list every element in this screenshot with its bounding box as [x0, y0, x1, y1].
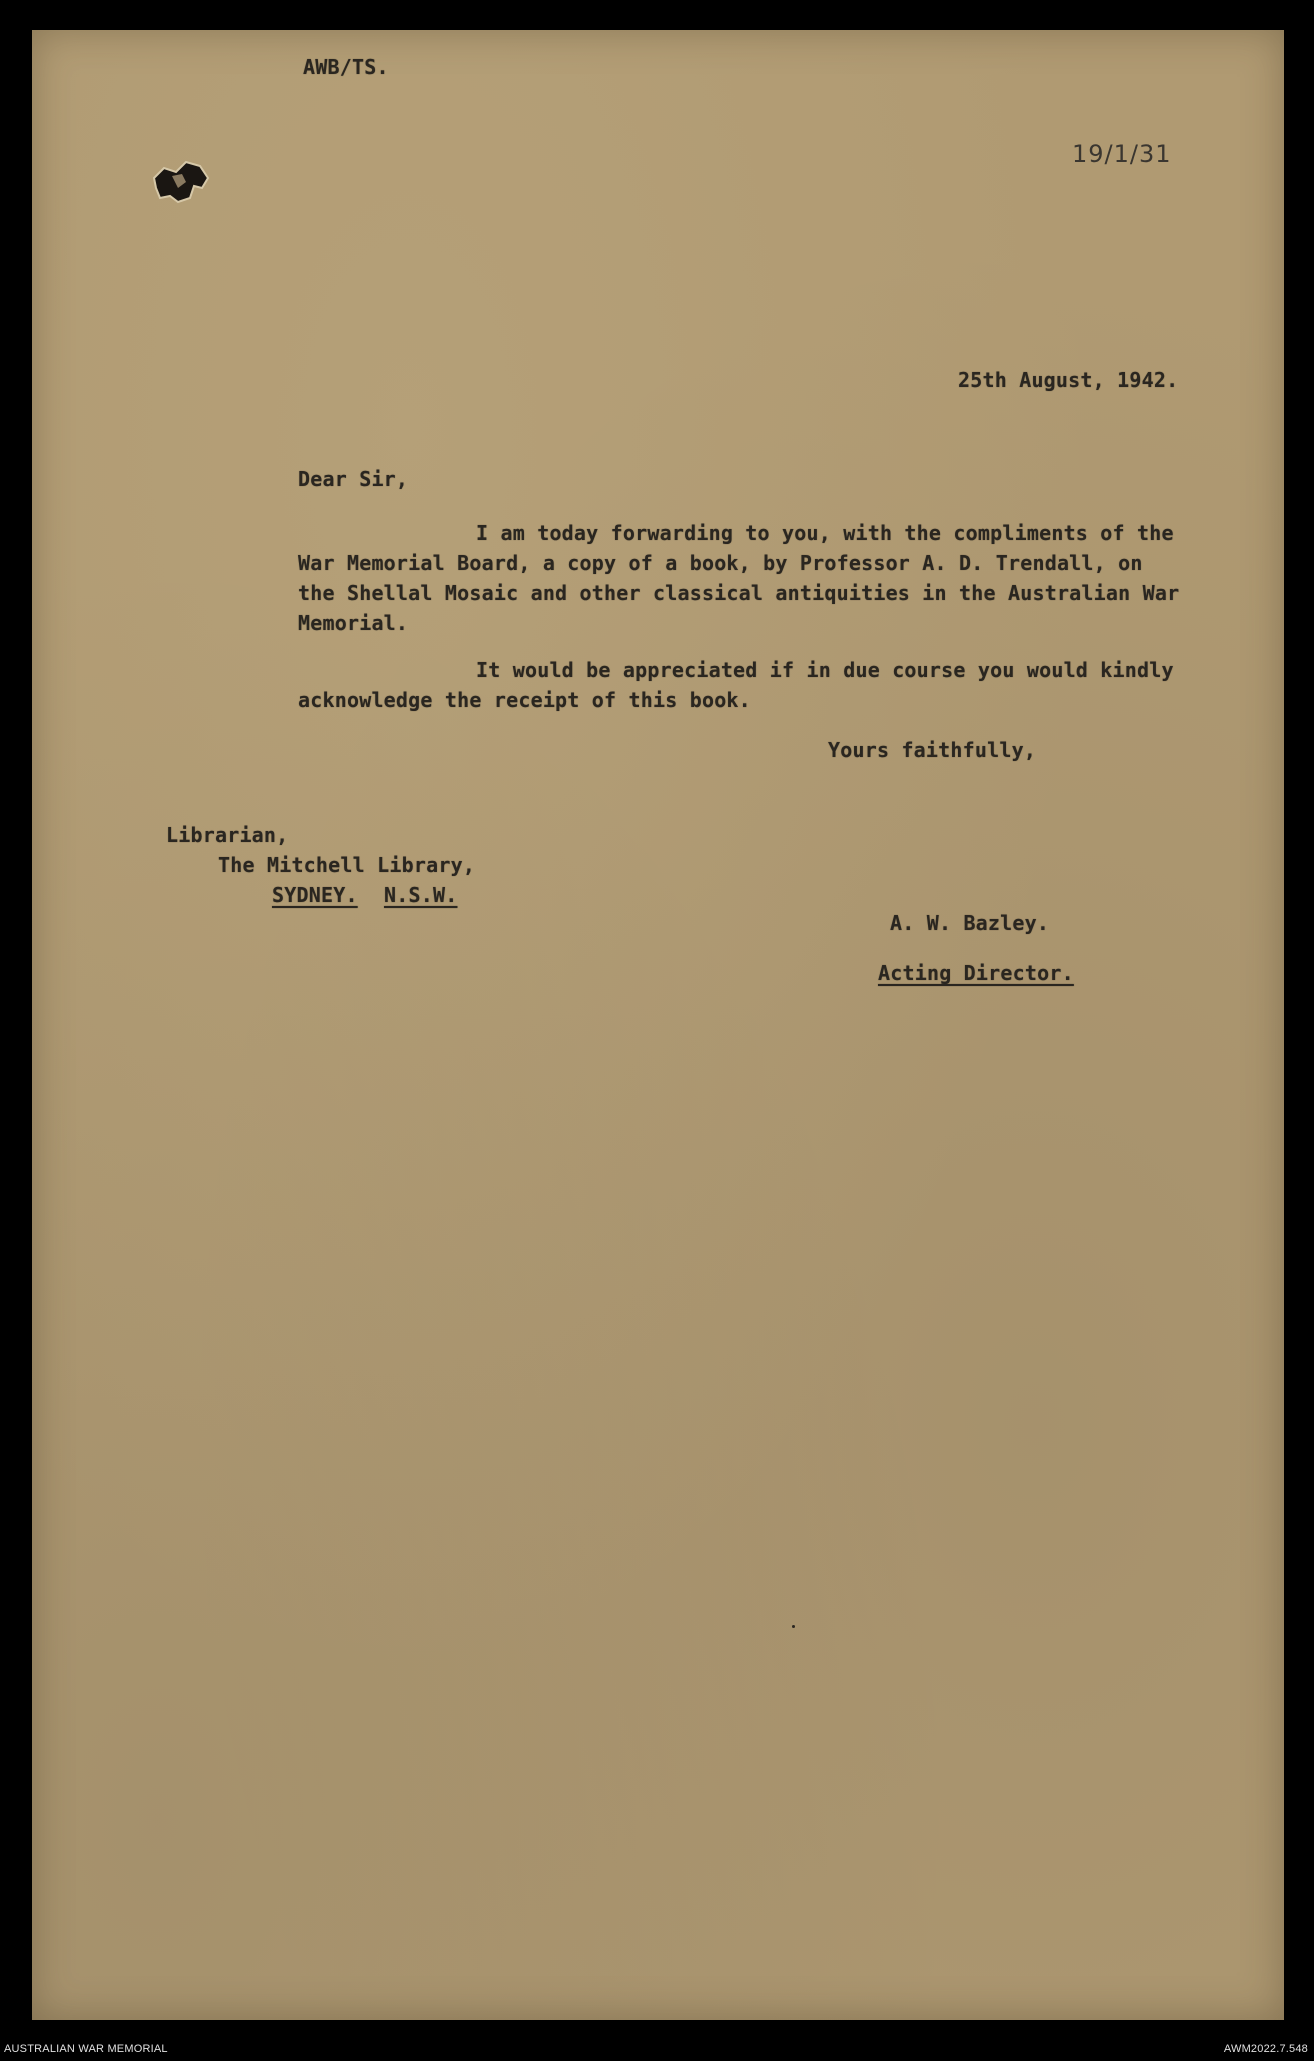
paragraph-2-line: acknowledge the receipt of this book.	[298, 688, 751, 712]
addressee-city: SYDNEY.	[272, 883, 358, 907]
addressee-state: N.S.W.	[384, 883, 458, 907]
signatory-name: A. W. Bazley.	[890, 911, 1050, 935]
paragraph-1-line: I am today forwarding to you, with the compliments of the	[476, 521, 1174, 545]
addressee-title: Librarian,	[166, 823, 289, 847]
footer-accession-number: AWM2022.7.548	[1223, 2043, 1308, 2055]
file-number: 19/1/31	[1072, 140, 1172, 168]
letter-page	[32, 30, 1284, 2020]
reference-code: AWB/TS.	[303, 55, 389, 79]
letter-date: 25th August, 1942.	[958, 368, 1179, 392]
signatory-title: Acting Director.	[878, 961, 1074, 985]
addressee-institution: The Mitchell Library,	[218, 853, 476, 877]
paragraph-1-line: the Shellal Mosaic and other classical antiquities in the Australian War	[298, 581, 1180, 605]
paragraph-2-line: It would be appreciated if in due course you would kindly	[476, 658, 1174, 682]
footer-institution: AUSTRALIAN WAR MEMORIAL	[4, 2043, 168, 2055]
paragraph-1-line: Memorial.	[298, 611, 409, 635]
salutation: Dear Sir,	[298, 467, 409, 491]
torn-hole	[142, 148, 222, 228]
ink-mark	[792, 1625, 795, 1628]
closing: Yours faithfully,	[828, 738, 1037, 762]
paragraph-1-line: War Memorial Board, a copy of a book, by Professor A. D. Trendall, on	[298, 551, 1143, 575]
